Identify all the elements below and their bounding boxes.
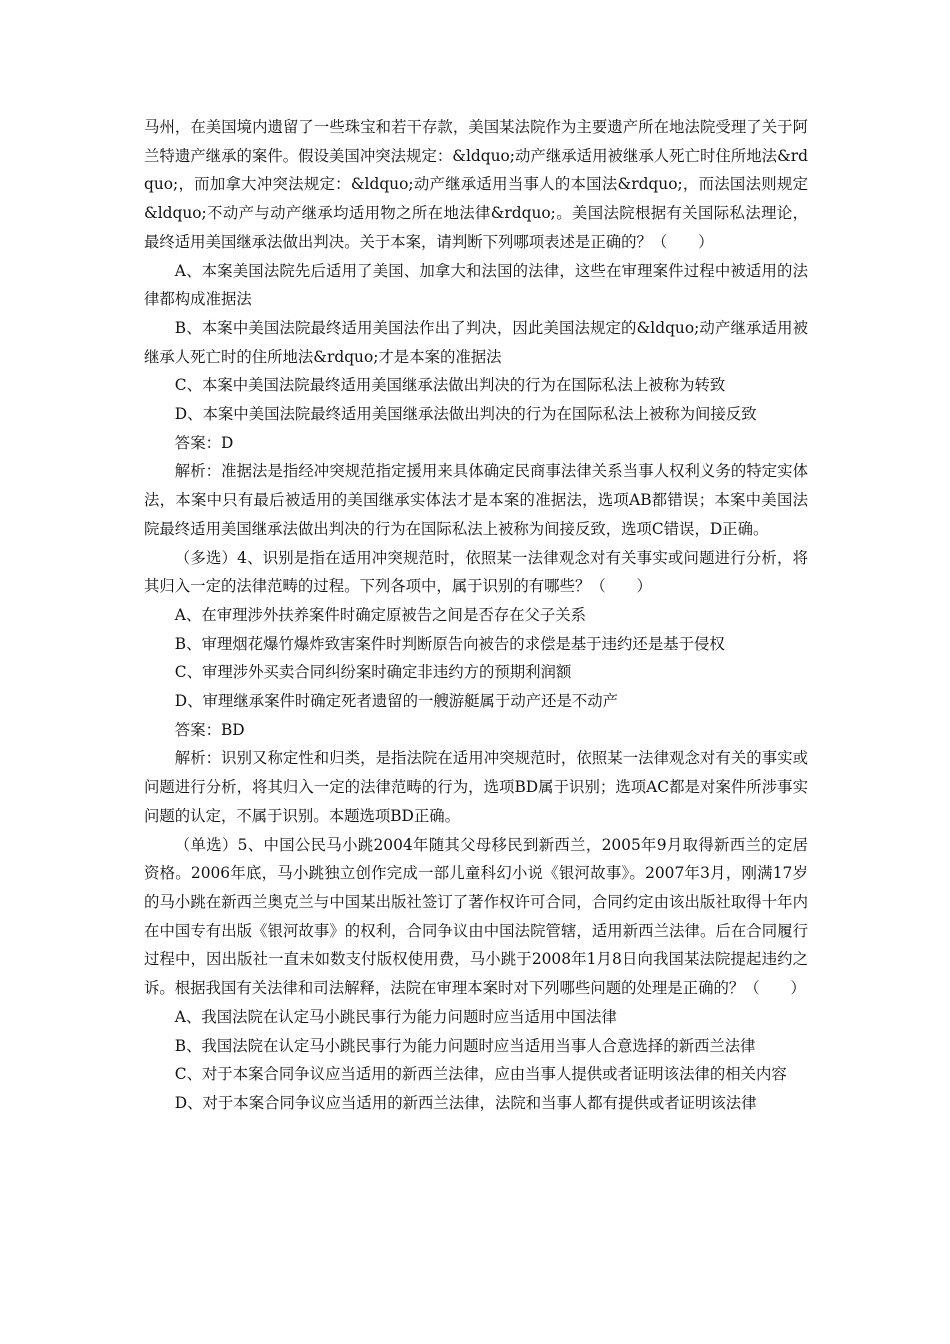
question-4-explanation: 解析：识别又称定性和归类，是指法院在适用冲突规范时，依照某一法律观念对有关的事实或问题进行分析，将其归入一定的法律范畴的行为，选项BD属于识别；选项AC都是对案件所涉事实问题的认定，不属于识别。本题选项BD正确。 — [144, 749, 808, 825]
question-5-option-c: C、对于本案合同争议应当适用的新西兰法律，应由当事人提供或者证明该法律的相关内容 — [174, 1065, 787, 1084]
question-5-option-b: B、我国法院在认定马小跳民事行为能力问题时应当适用当事人合意选择的新西兰法律 — [174, 1036, 756, 1055]
question-4-option-d: D、审理继承案件时确定死者遗留的一艘游艇属于动产还是不动产 — [174, 692, 619, 711]
question-4-answer: 答案：BD — [174, 720, 245, 739]
document-page — [144, 113, 808, 1118]
question-3-answer: 答案：D — [174, 433, 234, 452]
question-4-option-a: A、在审理涉外扶养案件时确定原被告之间是否存在父子关系 — [174, 605, 587, 624]
question-5-option-d: D、对于本案合同争议应当适用的新西兰法律，法院和当事人都有提供或者证明该法律 — [174, 1093, 757, 1112]
question-3-stem-continued: 马州，在美国境内遗留了一些珠宝和若干存款，美国某法院作为主要遗产所在地法院受理了关于阿兰特遗产继承的案件。假设美国冲突法规定：&ldquo;动产继承适用被继承人死亡时住所地法&rdquo;，而加拿大冲突法规定：&ldquo;动产继承适用当事人的本国法&rdquo;，而法国法则规定&ldquo;不动产与动产继承均适用物之所在地法律&rdquo;。美国法院根据有关国际私法理论，最终适用美国继承法做出判决。关于本案，请判断下列哪项表述是正确的？（ ） — [144, 118, 808, 251]
question-5-option-a: A、我国法院在认定马小跳民事行为能力问题时应当适用中国法律 — [174, 1007, 617, 1026]
question-3-option-a: A、本案美国法院先后适用了美国、加拿大和法国的法律，这些在审理案件过程中被适用的法律都构成准据法 — [144, 261, 808, 309]
question-4-option-c: C、审理涉外买卖合同纠纷案时确定非违约方的预期利润额 — [174, 663, 572, 682]
question-3-option-d: D、本案中美国法院最终适用美国继承法做出判决的行为在国际私法上被称为间接反致 — [174, 405, 757, 424]
question-3-option-c: C、本案中美国法院最终适用美国继承法做出判决的行为在国际私法上被称为转致 — [174, 376, 726, 395]
question-3-option-b: B、本案中美国法院最终适用美国法作出了判决，因此美国法规定的&ldquo;动产继承适用被继承人死亡时的住所地法&rdquo;才是本案的准据法 — [144, 318, 808, 366]
question-3-explanation: 解析：准据法是指经冲突规范指定援用来具体确定民商事法律关系当事人权利义务的特定实体法，本案中只有最后被适用的美国继承实体法才是本案的准据法，选项AB都错误；本案中美国法院最终适用美国继承法做出判决的行为在国际私法上被称为间接反致，选项C错误，D正确。 — [144, 462, 808, 538]
question-4-option-b: B、审理烟花爆竹爆炸致害案件时判断原告向被告的求偿是基于违约还是基于侵权 — [174, 634, 725, 653]
question-5-stem: （单选）5、中国公民马小跳2004年随其父母移民到新西兰，2005年9月取得新西兰的定居资格。2006年底，马小跳独立创作完成一部儿童科幻小说《银河故事》。2007年3月，刚满17岁的马小跳在新西兰奥克兰与中国某出版社签订了著作权许可合同，合同约定由该出版社取得十年内在中国专有出版《银河故事》的权利，合同争议由中国法院管辖，适用新西兰法律。后在合同履行过程中，因出版社一直未如数支付版权使用费，马小跳于2008年1月8日向我国某法院提起违约之诉。根据我国有关法律和司法解释，法院在审理本案时对下列哪些问题的处理是正确的？（ ） — [144, 835, 808, 998]
question-4-stem: （多选）4、识别是指在适用冲突规范时，依照某一法律观念对有关事实或问题进行分析，将其归入一定的法律范畴的过程。下列各项中，属于识别的有哪些？（ ） — [144, 548, 808, 596]
